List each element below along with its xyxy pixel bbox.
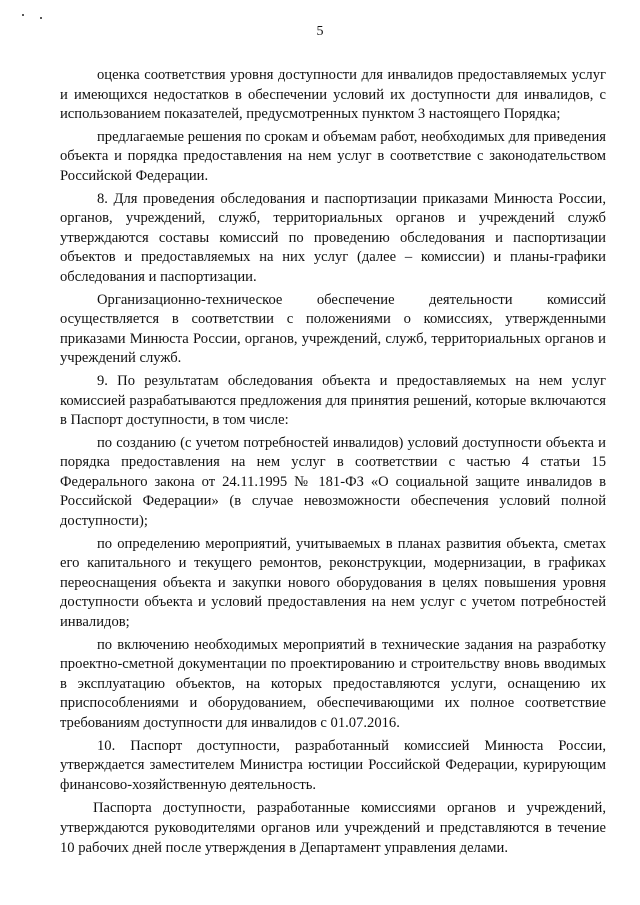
paragraph-item-9: 9. По результатам обследования объекта и предоставляемых на нем услуг комиссией разрабатываются предложения для принятия решений, которые включаются в Паспорт доступности, в том числе: <box>60 372 606 429</box>
scan-speck <box>22 14 24 16</box>
paragraph-commission-support: Организационно-техническое обеспечение деятельности комиссий осуществляется в соответствии с положениями о комиссиях, утвержденными приказами Минюста России, органов, учреждений, служб, территориальных органов и учреждений служб. <box>60 291 606 367</box>
page-number: 5 <box>316 24 324 39</box>
paragraph-creating-conditions: по созданию (с учетом потребностей инвалидов) условий доступности объекта и порядка предоставления на нем услуг в соответствии с частью 4 статьи 15 Федерального закона от 24.11.1995 № 181-ФЗ «О социальной защите инвалидов в Российской Федерации» (в случае невозможности обеспечения условий полной доступности); <box>60 434 606 530</box>
paragraph-item-10: 10. Паспорт доступности, разработанный комиссией Минюста России, утверждается заместителем Министра юстиции Российской Федерации, курирующим финансово-хозяйственную деятельность. <box>60 737 606 793</box>
paragraph-accessibility-assessment: оценка соответствия уровня доступности для инвалидов предоставляемых услуг и имеющихся недостатков в обеспечении условий их доступности для инвалидов, с использованием показателей, предусмотренных пунктом 3 настоящего Порядка; <box>60 67 606 123</box>
paragraph-defining-measures: по определению мероприятий, учитываемых в планах развития объекта, сметах его капитального и текущего ремонтов, реконструкции, модернизации, в графиках переоснащения объекта и закупки нового оборудования в целях повышения уровня доступности объекта и условий предоставления на нем услуг с учетом потребностей инвалидов; <box>60 535 606 631</box>
paragraph-item-8: 8. Для проведения обследования и паспортизации приказами Минюста России, органов, учреждений, служб, территориальных органов и учреждений служб утверждаются составы комиссий по проведению обследования и паспортизации объектов и предоставляемых на них услуг (далее – комиссии) и планы-графики обследования и паспортизации. <box>60 190 606 285</box>
paragraph-proposed-solutions: предлагаемые решения по срокам и объемам работ, необходимых для приведения объекта и порядка предоставления на нем услуг в соответствие с законодательством Российской Федерации. <box>60 128 606 184</box>
scan-speck <box>40 17 42 19</box>
paragraph-passport-approval: Паспорта доступности, разработанные комиссиями органов и учреждений, утверждаются руководителями органов или учреждений и представляются в течение 10 рабочих дней после утверждения в Департамент управления делами. <box>60 800 606 856</box>
paragraph-technical-tasks: по включению необходимых мероприятий в технические задания на разработку проектно-сметной документации по проектированию и строительству вновь вводимых в эксплуатацию объектов, на которых предоставляются услуги, оснащению их приспособлениями и оборудованием, обеспечивающими их полное соответствие требованиям доступности для инвалидов с 01.07.2016. <box>60 636 606 731</box>
document-body <box>60 66 606 861</box>
